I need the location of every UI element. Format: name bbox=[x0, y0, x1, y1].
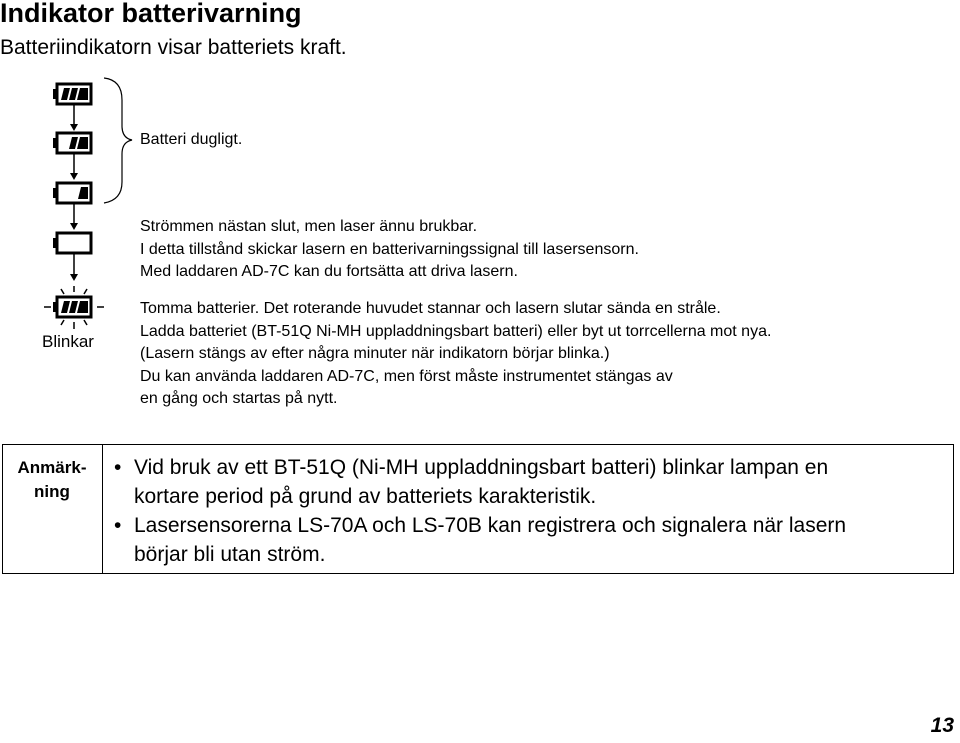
text-line: (Lasern stängs av efter några minuter när indikatorn börjar blinka.) bbox=[140, 345, 610, 362]
battery-one-third-icon bbox=[53, 183, 91, 203]
page-number: 13 bbox=[930, 714, 954, 737]
blink-label: Blinkar bbox=[42, 332, 94, 351]
note-text-line: börjar bli utan ström. bbox=[134, 543, 326, 566]
page-subtitle: Batteriindikatorn visar batteriets kraft. bbox=[0, 36, 347, 59]
battery-empty-icon bbox=[53, 233, 91, 253]
battery-full-icon bbox=[53, 84, 91, 104]
text-line: Med laddaren AD-7C kan du fortsätta att driva lasern. bbox=[140, 263, 518, 280]
text-line: I detta tillstånd skickar lasern en batterivarningssignal till lasersensorn. bbox=[140, 240, 639, 258]
text-line: Du kan använda laddaren AD-7C, men först måste instrumentet stängas av bbox=[140, 367, 673, 385]
bullet-icon: • bbox=[114, 456, 122, 479]
note-divider bbox=[102, 444, 103, 574]
text-line: Ladda batteriet (BT-51Q Ni-MH uppladdningsbart batteri) eller byt ut torrcellerna mot nya. bbox=[140, 322, 772, 340]
text-line: Strömmen nästan slut, men laser ännu brukbar. bbox=[140, 218, 478, 235]
battery-blinking-icon bbox=[44, 286, 104, 329]
note-text-line: kortare period på grund av batteriets karakteristik. bbox=[134, 485, 597, 508]
bullet-icon: • bbox=[114, 514, 122, 537]
battery-low-text bbox=[140, 216, 639, 284]
text-line: en gång och startas på nytt. bbox=[140, 390, 338, 407]
curly-brace-icon bbox=[104, 78, 132, 203]
note-list bbox=[112, 453, 846, 569]
list-item bbox=[112, 511, 846, 569]
battery-two-thirds-icon bbox=[53, 133, 91, 153]
note-label-line: ning bbox=[34, 482, 70, 501]
note-label-line: Anmärk- bbox=[17, 458, 87, 477]
note-text-line: Vid bruk av ett BT-51Q (Ni-MH uppladdningsbart batteri) blinkar lampan en bbox=[134, 456, 829, 479]
note-label bbox=[2, 456, 102, 504]
text-line: Tomma batterier. Det roterande huvudet stannar och lasern slutar sända en stråle. bbox=[140, 300, 721, 317]
list-item bbox=[112, 453, 846, 511]
battery-empty-text bbox=[140, 298, 771, 411]
battery-good-text: Batteri dugligt. bbox=[140, 131, 243, 148]
page-title: Indikator batterivarning bbox=[0, 0, 302, 28]
note-text-line: Lasersensorerna LS-70A och LS-70B kan registrera och signalera när lasern bbox=[134, 514, 847, 537]
